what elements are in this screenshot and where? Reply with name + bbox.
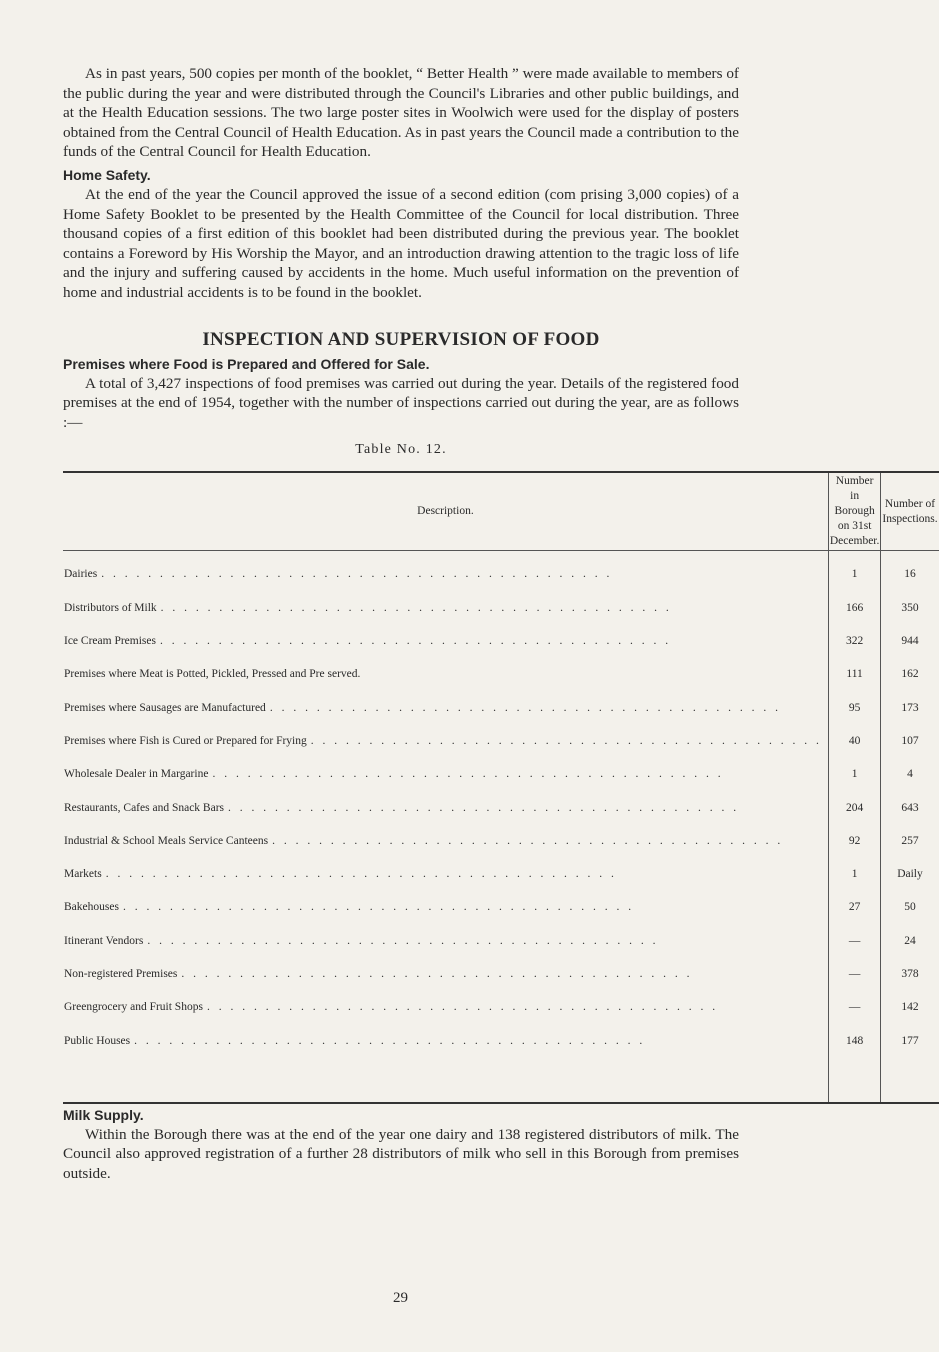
cell-description xyxy=(63,658,828,691)
intro-paragraph: As in past years, 500 copies per month of the booklet, “ Better Health ” were made available to members of the public during the year and were distributed through the Council's Libraries and other public buildings, and at the Health Education sessions. The two large poster sites in Woolwich were used for the display of posters obtained from the Central Council of Health Education. As in past years the Council made a contribution to the funds of the Central Council for Health Education. xyxy=(63,65,739,161)
table-caption: Table No. 12. xyxy=(355,442,447,458)
dot-leader: . . . . . . . . . . . . . . . . . . . . . . . . . . . . . . . . . . . . . . . . . . . . xyxy=(147,934,659,947)
dot-leader: . . . . . . . . . . . . . . . . . . . . . . . . . . . . . . . . . . . . . . . . . . . . xyxy=(206,1001,719,1014)
cell-borough: — xyxy=(828,925,880,958)
page-content xyxy=(63,64,938,1184)
cell-borough: 166 xyxy=(828,592,880,625)
row-description: Dairies xyxy=(64,568,98,581)
cell-borough: 40 xyxy=(828,725,880,758)
dot-leader: . . . . . . . . . . . . . . . . . . . . . . . . . . . . . . . . . . . . . . . . . . . . xyxy=(272,834,784,847)
cell-borough: 111 xyxy=(828,658,880,691)
milk-supply-heading: Milk Supply. xyxy=(63,1106,144,1123)
cell-inspections: 4 xyxy=(881,758,939,791)
cell-inspections: 24 xyxy=(881,925,939,958)
dot-leader: . . . . . . . . . . . . . . . . . . . . . . . . . . . . . . . . . . . . . . . . . . . . xyxy=(228,801,740,814)
dot-leader: . . . . . . . . . . . . . . . . . . . . . . . . . . . . . . . . . . . . . . . . . . . . xyxy=(160,601,672,614)
empty-cell xyxy=(881,1058,939,1103)
page-number: 29 xyxy=(393,1290,408,1306)
row-description: Ice Cream Premises xyxy=(64,635,156,648)
cell-description xyxy=(63,825,828,858)
table-row xyxy=(63,925,939,958)
dot-leader: . . . . . . . . . . . . . . . . . . . . . . . . . . . . . . . . . . . . . . . . . . . . xyxy=(122,901,635,914)
cell-inspections: 16 xyxy=(881,551,939,592)
table-row xyxy=(63,725,939,758)
cell-inspections: 107 xyxy=(881,725,939,758)
cell-inspections: Daily xyxy=(881,858,939,891)
cell-inspections: 173 xyxy=(881,692,939,725)
row-description: Premises where Sausages are Manufactured xyxy=(64,701,266,714)
cell-description xyxy=(63,692,828,725)
cell-inspections: 378 xyxy=(881,958,939,991)
cell-description xyxy=(63,858,828,891)
cell-description xyxy=(63,958,828,991)
table-row xyxy=(63,692,939,725)
cell-inspections: 944 xyxy=(881,625,939,658)
row-description: Industrial & School Meals Service Canteens xyxy=(64,834,269,847)
row-description: Markets xyxy=(64,868,102,881)
cell-borough: 1 xyxy=(828,758,880,791)
table-row xyxy=(63,758,939,791)
home-safety-heading: Home Safety. xyxy=(63,166,151,183)
dot-leader: . . . . . . . . . . . . . . . . . . . . . . . . . . . . . . . . . . . . . . . . . . . . xyxy=(269,701,781,714)
table-row xyxy=(63,858,939,891)
cell-description xyxy=(63,625,828,658)
header-borough: Number in Borough on 31st December. xyxy=(828,472,880,551)
cell-inspections: 50 xyxy=(881,891,939,924)
table-row xyxy=(63,625,939,658)
cell-description xyxy=(63,1024,828,1057)
cell-description xyxy=(63,891,828,924)
row-description: Wholesale Dealer in Margarine xyxy=(64,768,209,781)
cell-borough: 27 xyxy=(828,891,880,924)
table-row xyxy=(63,791,939,824)
premises-paragraph: A total of 3,427 inspections of food premises was carried out during the year. Details of the registered food premises at the end of 1954, together with the number of inspections carried out during the year, are as follows :— xyxy=(63,374,739,431)
empty-cell xyxy=(828,1058,880,1103)
dot-leader: . . . . . . . . . . . . . . . . . . . . . . . . . . . . . . . . . . . . . . . . . . . . xyxy=(105,868,617,881)
row-description: Greengrocery and Fruit Shops xyxy=(64,1001,203,1014)
header-inspections: Number of Inspections. xyxy=(881,472,939,551)
table-body xyxy=(63,551,939,1103)
cell-inspections: 142 xyxy=(881,991,939,1024)
row-description: Itinerant Vendors xyxy=(64,934,144,947)
cell-borough: 95 xyxy=(828,692,880,725)
milk-supply-paragraph: Within the Borough there was at the end of the year one dairy and 138 registered distributors of milk. The Council also approved registration of a further 28 distributors of milk who sell in this Borough from premises outside. xyxy=(63,1125,739,1182)
dot-leader: . . . . . . . . . . . . . . . . . . . . . . . . . . . . . . . . . . . . . . . . . . . . xyxy=(181,968,693,981)
cell-borough: 1 xyxy=(828,858,880,891)
table-row xyxy=(63,825,939,858)
cell-borough: 204 xyxy=(828,791,880,824)
table-row xyxy=(63,551,939,592)
home-safety-paragraph: At the end of the year the Council approved the issue of a second edition (com prising 3,000 copies) of a Home Safety Booklet to be presented by the Health Committee of the Council for local distribution. Three thousand copies of a first edition of this booklet had been distributed during the previous year. The booklet contains a Foreword by His Worship the Mayor, and an introduction drawing attention to the tragic loss of life and the injury and suffering caused by accidents in the home. Much useful information on the prevention of home and industrial accidents is to be found in the booklet. xyxy=(63,185,739,301)
cell-description xyxy=(63,925,828,958)
header-description: Description. xyxy=(63,472,828,551)
dot-leader: . . . . . . . . . . . . . . . . . . . . . . . . . . . . . . . . . . . . . . . . . . . . xyxy=(134,1034,646,1047)
row-description: Bakehouses xyxy=(64,901,119,914)
cell-borough: 148 xyxy=(828,1024,880,1057)
row-description: Distributors of Milk xyxy=(64,601,157,614)
row-description: Public Houses xyxy=(64,1034,131,1047)
cell-borough: 1 xyxy=(828,551,880,592)
cell-inspections: 643 xyxy=(881,791,939,824)
empty-cell xyxy=(63,1058,828,1103)
cell-inspections: 162 xyxy=(881,658,939,691)
dot-leader: . . . . . . . . . . . . . . . . . . . . . . . . . . . . . . . . . . . . . . . . . . . . xyxy=(310,734,822,747)
table-row xyxy=(63,958,939,991)
section-title: INSPECTION AND SUPERVISION OF FOOD xyxy=(202,328,600,350)
dot-leader: . . . . . . . . . . . . . . . . . . . . . . . . . . . . . . . . . . . . . . . . . . . . xyxy=(212,768,724,781)
food-premises-table xyxy=(63,471,939,1103)
row-description: Premises where Fish is Cured or Prepared for Frying xyxy=(64,734,307,747)
table-row xyxy=(63,658,939,691)
table-row xyxy=(63,991,939,1024)
cell-borough: 92 xyxy=(828,825,880,858)
cell-borough: 322 xyxy=(828,625,880,658)
table-row xyxy=(63,1024,939,1057)
cell-inspections: 177 xyxy=(881,1024,939,1057)
cell-description xyxy=(63,758,828,791)
row-description: Restaurants, Cafes and Snack Bars xyxy=(64,801,225,814)
table-row xyxy=(63,592,939,625)
cell-description xyxy=(63,991,828,1024)
row-description: Non-registered Premises xyxy=(64,968,178,981)
table-row xyxy=(63,891,939,924)
table-header-row xyxy=(63,472,939,551)
dot-leader: . . . . . . . . . . . . . . . . . . . . . . . . . . . . . . . . . . . . . . . . . . . . xyxy=(101,568,613,581)
row-description: Premises where Meat is Potted, Pickled, Pressed and Pre served. xyxy=(64,668,361,681)
cell-description xyxy=(63,725,828,758)
dot-leader: . . . . . . . . . . . . . . . . . . . . . . . . . . . . . . . . . . . . . . . . . . . . xyxy=(159,635,672,648)
cell-description xyxy=(63,791,828,824)
cell-inspections: 257 xyxy=(881,825,939,858)
cell-description xyxy=(63,551,828,592)
cell-inspections: 350 xyxy=(881,592,939,625)
premises-heading: Premises where Food is Prepared and Offered for Sale. xyxy=(63,355,430,372)
cell-borough: — xyxy=(828,958,880,991)
cell-borough: — xyxy=(828,991,880,1024)
table-spacer-row xyxy=(63,1058,939,1103)
cell-description xyxy=(63,592,828,625)
